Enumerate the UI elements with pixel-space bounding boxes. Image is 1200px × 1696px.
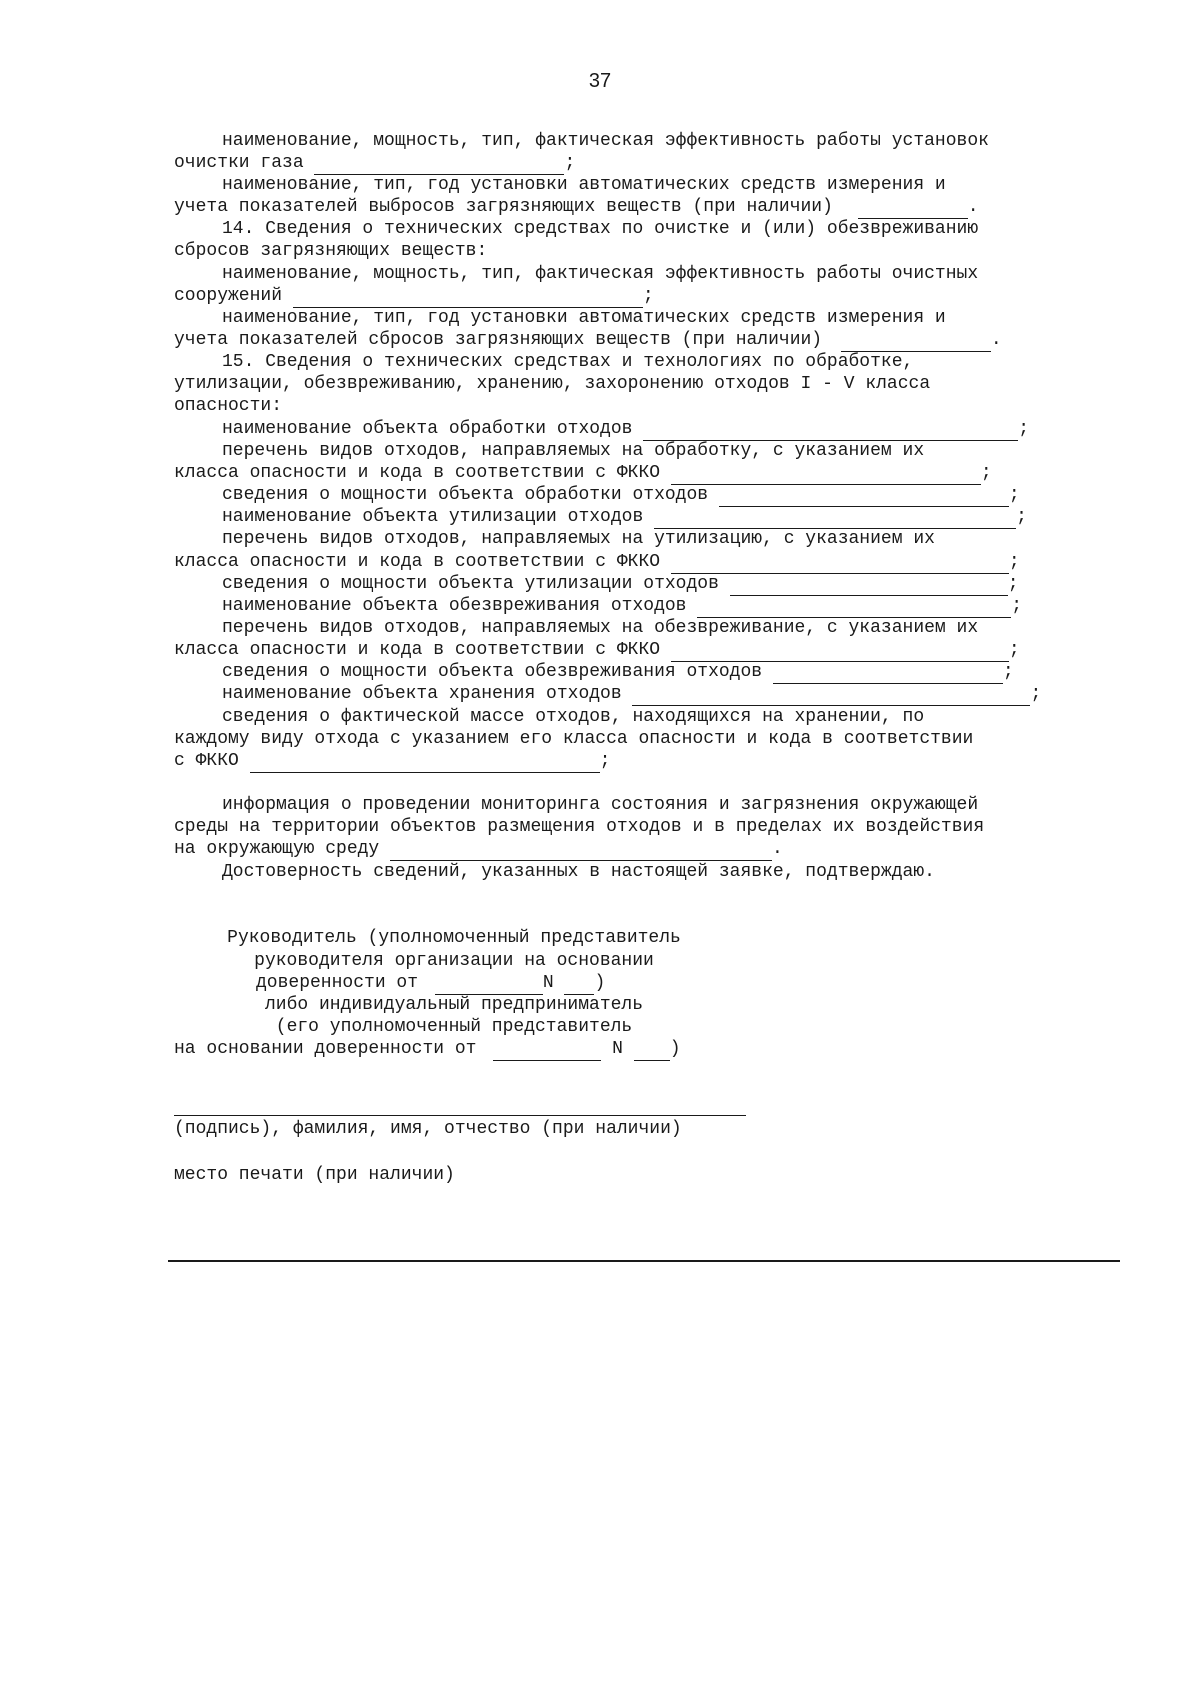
stamp-caption: место печати (при наличии)	[174, 1165, 455, 1185]
representative-attorney-date-field[interactable]	[493, 1040, 601, 1061]
utilization-facility-line: наименование объекта утилизации отходов ;	[222, 507, 1027, 527]
processing-waste-list-heading: перечень видов отходов, направляемых на обработку, с указанием их	[222, 441, 925, 461]
treatment-facilities-heading: наименование, мощность, тип, фактическая эффективность работы очистных	[222, 264, 979, 284]
discharge-meters-heading: наименование, тип, год установки автоматических средств измерения и	[222, 308, 946, 328]
signature-line[interactable]	[174, 1115, 746, 1116]
signatory-line-6: на основании доверенности от N )	[174, 1039, 681, 1059]
page-number: 37	[588, 70, 612, 92]
neutralization-waste-list-line: класса опасности и кода в соответствии с ФККО ;	[174, 640, 1020, 660]
utilization-facility-field[interactable]	[654, 508, 1016, 529]
monitoring-line-3: на окружающую среду .	[174, 839, 783, 859]
gas-cleaning-line: очистки газа ;	[174, 153, 576, 173]
signature-caption: (подпись), фамилия, имя, отчество (при наличии)	[174, 1119, 682, 1139]
utilization-waste-list-line: класса опасности и кода в соответствии с ФККО ;	[174, 552, 1020, 572]
section-15-line-2: утилизации, обезвреживанию, хранению, захоронению отходов I - V класса	[174, 374, 931, 394]
processing-capacity-field[interactable]	[719, 486, 1009, 507]
utilization-waste-list-field[interactable]	[671, 553, 1009, 574]
treatment-facilities-line: сооружений ;	[174, 286, 654, 306]
processing-facility-field[interactable]	[643, 420, 1018, 441]
neutralization-facility-field[interactable]	[697, 597, 1011, 618]
monitoring-field[interactable]	[390, 840, 772, 861]
neutralization-capacity-field[interactable]	[773, 663, 1003, 684]
stored-waste-mass-line-2: каждому виду отхода с указанием его класса опасности и кода в соответствии	[174, 729, 974, 749]
gas-cleaning-field[interactable]	[314, 154, 564, 175]
power-of-attorney-number-field[interactable]	[564, 974, 594, 995]
utilization-waste-list-heading: перечень видов отходов, направляемых на утилизацию, с указанием их	[222, 529, 935, 549]
utilization-capacity-field[interactable]	[730, 575, 1008, 596]
gas-cleaning-heading: наименование, мощность, тип, фактическая эффективность работы установок	[222, 131, 989, 151]
processing-waste-list-field[interactable]	[671, 464, 981, 485]
stored-waste-mass-field[interactable]	[250, 752, 600, 773]
neutralization-capacity-line: сведения о мощности объекта обезвреживания отходов ;	[222, 662, 1014, 682]
section-14-heading: 14. Сведения о технических средствах по очистке и (или) обезвреживанию	[222, 219, 979, 239]
neutralization-waste-list-field[interactable]	[671, 641, 1009, 662]
emission-meters-heading: наименование, тип, год установки автоматических средств измерения и	[222, 175, 946, 195]
end-of-form-rule	[168, 1260, 1120, 1262]
signatory-line-4: либо индивидуальный предприниматель	[264, 995, 644, 1015]
storage-facility-field[interactable]	[632, 685, 1030, 706]
emission-meters-field[interactable]	[858, 198, 968, 219]
discharge-meters-line: учета показателей сбросов загрязняющих веществ (при наличии) .	[174, 330, 1002, 350]
processing-capacity-line: сведения о мощности объекта обработки отходов ;	[222, 485, 1020, 505]
emission-meters-line: учета показателей выбросов загрязняющих веществ (при наличии) .	[174, 197, 979, 217]
signatory-line-5: (его уполномоченный представитель	[275, 1017, 633, 1037]
neutralization-facility-line: наименование объекта обезвреживания отходов ;	[222, 596, 1023, 616]
representative-attorney-number-field[interactable]	[634, 1040, 670, 1061]
signatory-line-2: руководителя организации на основании	[254, 951, 654, 971]
section-15-line-3: опасности:	[174, 396, 283, 416]
monitoring-line-2: среды на территории объектов размещения отходов и в пределах их воздействия	[174, 817, 985, 837]
signatory-line-1: Руководитель (уполномоченный представитель	[227, 928, 681, 948]
power-of-attorney-date-field[interactable]	[435, 974, 543, 995]
section-15-heading: 15. Сведения о технических средствах и технологиях по обработке,	[222, 352, 914, 372]
monitoring-heading: информация о проведении мониторинга состояния и загрязнения окружающей	[222, 795, 979, 815]
utilization-capacity-line: сведения о мощности объекта утилизации отходов ;	[222, 574, 1019, 594]
stored-waste-mass-line-3: с ФККО ;	[174, 751, 611, 771]
storage-facility-line: наименование объекта хранения отходов ;	[222, 684, 1042, 704]
neutralization-waste-list-heading: перечень видов отходов, направляемых на обезвреживание, с указанием их	[222, 618, 979, 638]
processing-waste-list-line: класса опасности и кода в соответствии с ФККО ;	[174, 463, 992, 483]
section-14-line-2: сбросов загрязняющих веществ:	[174, 241, 488, 261]
treatment-facilities-field[interactable]	[293, 287, 643, 308]
stored-waste-mass-heading: сведения о фактической массе отходов, находящихся на хранении, по	[222, 707, 925, 727]
signatory-line-3: доверенности от N )	[256, 973, 606, 993]
processing-facility-line: наименование объекта обработки отходов ;	[222, 419, 1030, 439]
discharge-meters-field[interactable]	[841, 331, 991, 352]
attestation-line: Достоверность сведений, указанных в настоящей заявке, подтверждаю.	[222, 862, 935, 882]
